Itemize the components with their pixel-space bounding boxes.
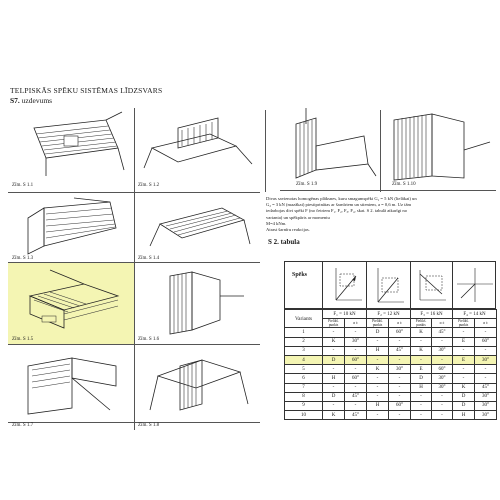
variant-cell: 1 <box>285 328 323 337</box>
table-row <box>285 411 497 420</box>
figure-row-divider <box>280 190 496 191</box>
problem-line: M=4 kNm. <box>266 220 287 226</box>
table-cell: - <box>411 411 432 420</box>
page-subtitle <box>10 96 52 105</box>
sub-point: Pielikš. punkts <box>453 319 475 328</box>
table-cell: - <box>389 337 411 346</box>
table-cell: 45° <box>389 346 411 355</box>
figure-s1-9 <box>272 106 378 188</box>
table-cell: 60° <box>389 328 411 337</box>
table-cell: 60° <box>475 337 497 346</box>
table-cell: K <box>367 365 389 374</box>
variants-table <box>284 309 496 420</box>
sub-point: Pielikš. punkts <box>323 319 345 328</box>
variant-cell: 2 <box>285 337 323 346</box>
table-cell: 60° <box>432 365 453 374</box>
figure-row-divider <box>8 192 260 193</box>
table-cell: K <box>411 346 432 355</box>
problem-line: varianta) un spēkpāris ar momentu <box>266 214 330 220</box>
figure-grid-divider <box>134 108 135 430</box>
table-row <box>285 365 497 374</box>
table-cell: 45° <box>432 328 453 337</box>
figure-caption: Zīm. S 1.1 <box>12 183 34 188</box>
variant-header: Variants <box>285 310 323 328</box>
table-cell: - <box>411 337 432 346</box>
table-cell: - <box>432 411 453 420</box>
table-cell: - <box>389 355 411 364</box>
table-cell: 60° <box>345 374 367 383</box>
table-cell: 45° <box>475 383 497 392</box>
problem-line: Divas savienotas homogēnas plāksnes, kuru smagumspēki G₁ = 5 kN (lielākai) un <box>266 196 417 201</box>
table-cell: E <box>453 355 475 364</box>
table-row <box>285 392 497 401</box>
problem-statement <box>266 196 496 233</box>
table-col-line <box>410 261 411 309</box>
table-row <box>285 337 497 346</box>
table-cell: - <box>389 383 411 392</box>
table-cell: 30° <box>389 365 411 374</box>
table-cell: - <box>432 337 453 346</box>
figure-caption: Zīm. S 1.3 <box>12 256 34 261</box>
force-diagram-f4 <box>455 264 495 306</box>
figure-s1-6 <box>140 266 260 338</box>
figure-s1-4 <box>140 194 260 260</box>
sub-point: Pielikš. punkts <box>411 319 432 328</box>
table-cell: - <box>323 346 345 355</box>
figure-col-divider <box>265 110 266 192</box>
table-cell: K <box>323 411 345 420</box>
table-cell: 60° <box>345 355 367 364</box>
figure-s1-7 <box>14 346 130 418</box>
figure-caption: Zīm. S 1.6 <box>138 337 160 342</box>
table-cell: - <box>411 401 432 410</box>
table-cell: - <box>367 411 389 420</box>
subtitle-number: S7. <box>10 96 20 105</box>
table-cell: - <box>411 355 432 364</box>
figure-caption: Zīm. S 1.2 <box>138 183 160 188</box>
sub-angle: α ± <box>475 319 497 328</box>
table-cell: 30° <box>475 411 497 420</box>
table-cell: 30° <box>432 383 453 392</box>
spek-label: Spēks <box>292 272 308 278</box>
table-cell: 30° <box>432 374 453 383</box>
table-cell: - <box>345 401 367 410</box>
table-cell: D <box>323 355 345 364</box>
figure-caption: Zīm. S 1.7 <box>12 423 34 428</box>
table-cell: - <box>475 374 497 383</box>
table-cell: H <box>411 383 432 392</box>
table-cell: 30° <box>475 401 497 410</box>
variant-cell: 6 <box>285 374 323 383</box>
figure-caption: Zīm. S 1.4 <box>138 256 160 261</box>
table-cell: - <box>323 383 345 392</box>
table-header-row <box>285 310 497 319</box>
table-cell: - <box>367 374 389 383</box>
table-cell: K <box>323 337 345 346</box>
force-diagram-f3 <box>414 264 450 306</box>
table-row <box>285 374 497 383</box>
table-cell: - <box>345 346 367 355</box>
force-header: F₃ = 16 kN <box>411 310 453 319</box>
table-col-line <box>322 261 323 309</box>
figure-row-divider <box>8 422 260 423</box>
variant-cell: 3 <box>285 346 323 355</box>
table-cell: - <box>453 328 475 337</box>
table-cell: D <box>323 392 345 401</box>
table-cell: - <box>475 328 497 337</box>
table-cell: D <box>453 401 475 410</box>
table-cell: 30° <box>432 346 453 355</box>
table-cell: D <box>367 328 389 337</box>
table-cell: - <box>389 392 411 401</box>
table-cell: - <box>323 365 345 374</box>
table-cell: - <box>432 401 453 410</box>
table-title: S 2. tabula <box>268 238 300 246</box>
table-cell: 30° <box>345 337 367 346</box>
table-cell: - <box>367 355 389 364</box>
problem-line: Atrast šarnīru reakcijas. <box>266 226 310 232</box>
table-row <box>285 383 497 392</box>
table-cell: 30° <box>475 355 497 364</box>
force-header: F₂ = 12 kN <box>367 310 411 319</box>
table-row <box>285 328 497 337</box>
page-title: TELPISKĀS SPĒKU SISTĒMAS LĪDZSVARS <box>10 86 163 95</box>
table-cell: - <box>367 337 389 346</box>
table-cell: K <box>411 328 432 337</box>
table-cell: - <box>411 392 432 401</box>
sub-angle: α ± <box>345 319 367 328</box>
force-header: F₁ = 10 kN <box>323 310 367 319</box>
table-cell: - <box>367 392 389 401</box>
table-cell: - <box>389 411 411 420</box>
table-cell: - <box>453 365 475 374</box>
figure-s1-5 <box>14 266 132 338</box>
table-cell: E <box>411 365 432 374</box>
variant-cell: 4 <box>285 355 323 364</box>
table-cell: D <box>453 392 475 401</box>
table-cell: - <box>432 355 453 364</box>
table-cell: - <box>367 383 389 392</box>
figure-caption: Zīm. S 1.10 <box>392 182 416 187</box>
figure-caption: Zīm. S 1.5 <box>12 337 34 342</box>
table-col-line <box>452 261 453 309</box>
sub-angle: α ± <box>432 319 453 328</box>
table-cell: H <box>367 401 389 410</box>
table-cell: 30° <box>475 392 497 401</box>
table-cell: H <box>323 374 345 383</box>
table-cell: D <box>411 374 432 383</box>
table-row <box>285 401 497 410</box>
figure-s1-8 <box>140 346 260 418</box>
sub-angle: α ± <box>389 319 411 328</box>
table-cell: - <box>475 346 497 355</box>
table-cell: - <box>345 328 367 337</box>
table-cell: E <box>453 337 475 346</box>
table-cell: 45° <box>345 392 367 401</box>
variant-cell: 8 <box>285 392 323 401</box>
problem-line: iedarbojas divi spēki F (no četriem F₁, F₂, F₃, F₄, skat. S 2. tabulā atkarīgi no <box>266 208 408 214</box>
figure-s1-1 <box>14 108 130 188</box>
problem-line: G₂ = 3 kN (mazākai) piestiprinātas ar šarnīriem un stieniem, a = 0,6 m. Uz tām <box>266 202 412 208</box>
variant-cell: 10 <box>285 411 323 420</box>
figure-col-divider <box>380 110 381 192</box>
table-cell: - <box>389 374 411 383</box>
figure-caption: Zīm. S 1.8 <box>138 423 160 428</box>
table-cell: - <box>432 392 453 401</box>
table-cell: H <box>367 346 389 355</box>
subtitle-text: uzdevums <box>21 96 53 105</box>
table-cell: K <box>453 383 475 392</box>
force-header: F₄ = 14 kN <box>453 310 497 319</box>
figure-row-divider <box>8 344 260 345</box>
force-diagram-f2 <box>370 264 408 306</box>
table-cell: - <box>475 365 497 374</box>
table-col-line <box>366 261 367 309</box>
table-cell: 60° <box>389 401 411 410</box>
force-diagram-f1 <box>326 264 364 306</box>
table-row <box>285 355 497 364</box>
table-cell: - <box>453 346 475 355</box>
variant-cell: 7 <box>285 383 323 392</box>
figure-s1-2 <box>140 108 260 188</box>
variant-cell: 9 <box>285 401 323 410</box>
figure-s1-3 <box>14 194 130 260</box>
table-cell: - <box>345 365 367 374</box>
table-cell: H <box>453 411 475 420</box>
figure-s1-10 <box>384 106 494 188</box>
table-cell: - <box>323 401 345 410</box>
table-cell: - <box>323 328 345 337</box>
sub-point: Pielikš. punkts <box>367 319 389 328</box>
figure-caption: Zīm. S 1.9 <box>296 182 318 187</box>
table-cell: - <box>453 374 475 383</box>
table-cell: 45° <box>345 411 367 420</box>
table-row <box>285 346 497 355</box>
table-cell: - <box>345 383 367 392</box>
variant-cell: 5 <box>285 365 323 374</box>
